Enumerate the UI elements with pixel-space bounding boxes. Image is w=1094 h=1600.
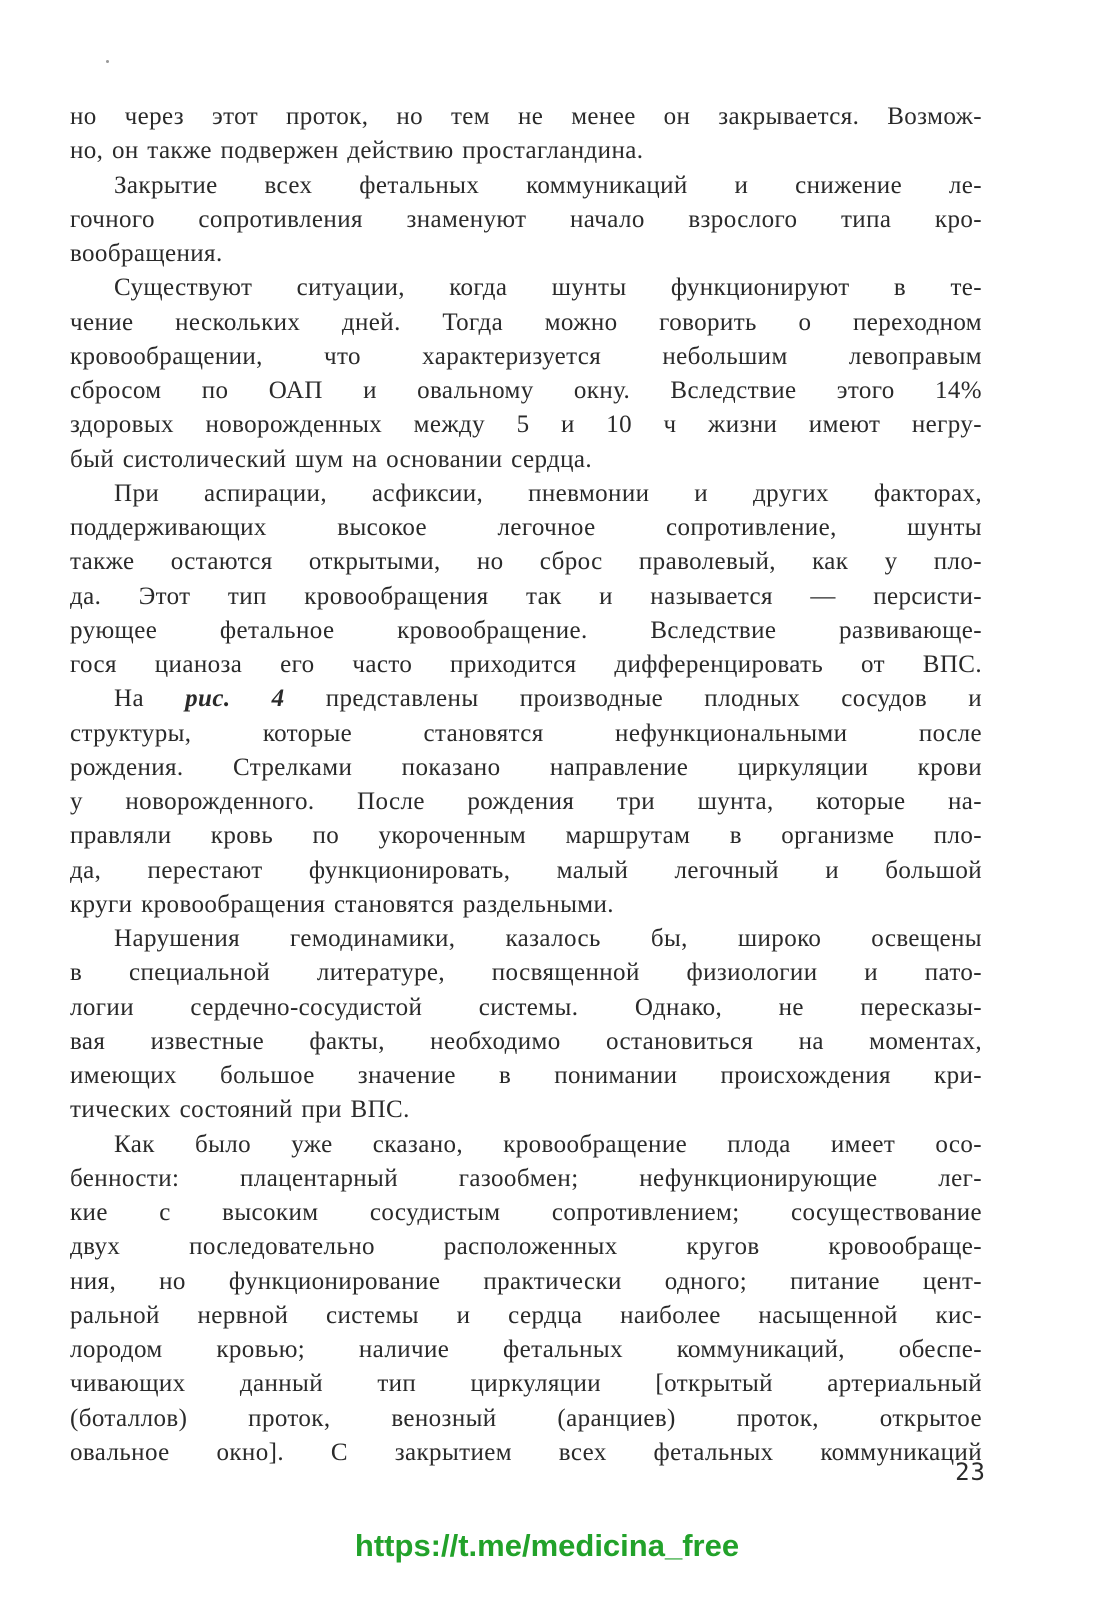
text-line: структуры, которые становятся нефункциональными после [70, 719, 982, 747]
text-line: лородом кровью; наличие фетальных коммуникаций, обеспе- [70, 1336, 982, 1363]
text-line: правляли кровь по укороченным маршрутам в организме пло- [70, 822, 982, 850]
scan-speck [106, 60, 109, 63]
text-line: рождения. Стрелками показано направление циркуляции крови [70, 753, 982, 781]
text-line: ральной нервной системы и сердца наиболее насыщенной кис- [70, 1301, 982, 1329]
text-line: бенности: плацентарный газообмен; нефункционирующие лег- [70, 1164, 982, 1192]
text-line: чивающих данный тип циркуляции [открытый артериальный [70, 1370, 982, 1398]
text-line: сбросом по ОАП и овальному окну. Вследствие этого 14% [70, 377, 982, 404]
text-line: чение нескольких дней. Тогда можно говорить о переходном [70, 308, 982, 336]
text-line: вая известные факты, необходимо остановиться на моментах, [70, 1027, 982, 1055]
text-line [70, 682, 982, 716]
text-line: гося цианоза его часто приходится дифференцировать от ВПС. [70, 651, 982, 678]
text-line: тических состояний при ВПС. [70, 1096, 410, 1124]
paragraph [70, 922, 982, 1128]
text-line: бый систолический шум на основании сердца. [70, 445, 593, 473]
text-line: да. Этот тип кровообращения так и называется — персисти- [70, 582, 982, 610]
text-line: кие с высоким сосудистым сопротивлением; сосуществование [70, 1199, 982, 1226]
page-number: 23 [955, 1458, 986, 1486]
paragraph [70, 682, 982, 922]
text-line: гочного сопротивления знаменуют начало взрослого типа кро- [70, 205, 982, 233]
paragraph [70, 169, 982, 272]
text-line: круги кровообращения становятся раздельными. [70, 890, 614, 918]
paragraph [70, 271, 982, 477]
text-line: кровообращении, что характеризуется небольшим левоправым [70, 342, 982, 370]
text-line: но через этот проток, но тем не менее он закрывается. Возмож- [70, 103, 982, 130]
text-line: в специальной литературе, посвященной физиологии и пато- [70, 959, 982, 987]
text-line: Существуют ситуации, когда шунты функционируют в те- [114, 274, 982, 302]
text-line: да, перестают функционировать, малый легочный и большой [70, 856, 982, 884]
text-line: поддерживающих высокое легочное сопротивление, шунты [70, 514, 982, 541]
text-line: здоровых новорожденных между 5 и 10 ч жизни имеют негру- [70, 411, 982, 439]
text-line: также остаются открытыми, но сброс праволевый, как у пло- [70, 548, 982, 576]
text-line: у новорожденного. После рождения три шунта, которые на- [70, 788, 982, 815]
figure-reference: рис. 4 [185, 685, 285, 713]
text-line: но, он также подвержен действию простагландина. [70, 137, 644, 165]
text-line: рующее фетальное кровообращение. Вследствие развивающе- [70, 616, 982, 644]
line-prefix: На [114, 685, 186, 713]
text-line: При аспирации, асфиксии, пневмонии и других факторах, [114, 479, 982, 507]
text-line: двух последовательно расположенных кругов кровообраще- [70, 1233, 982, 1261]
body-text [70, 100, 982, 1470]
text-line: вообращения. [70, 240, 223, 267]
text-line: (боталлов) проток, венозный (аранциев) проток, открытое [70, 1404, 982, 1432]
paragraph [70, 100, 982, 169]
paragraph [70, 1128, 982, 1471]
text-line: овальное окно]. С закрытием всех фетальных коммуникаций [70, 1438, 982, 1466]
text-line: имеющих большое значение в понимании происхождения кри- [70, 1062, 982, 1089]
watermark-link[interactable]: https://t.me/medicina_free [354, 1528, 740, 1563]
text-line: Как было уже сказано, кровообращение плода имеет осо- [114, 1130, 982, 1158]
paragraph [70, 477, 982, 683]
text-line: логии сердечно-сосудистой системы. Однако, не пересказы- [70, 993, 982, 1021]
text-line: Нарушения гемодинамики, казалось бы, широко освещены [114, 925, 982, 952]
text-line: ния, но функционирование практически одного; питание цент- [70, 1267, 982, 1295]
text-line: Закрытие всех фетальных коммуникаций и снижение ле- [114, 171, 982, 199]
line-rest: представлены производные плодных сосудов и [284, 685, 982, 713]
